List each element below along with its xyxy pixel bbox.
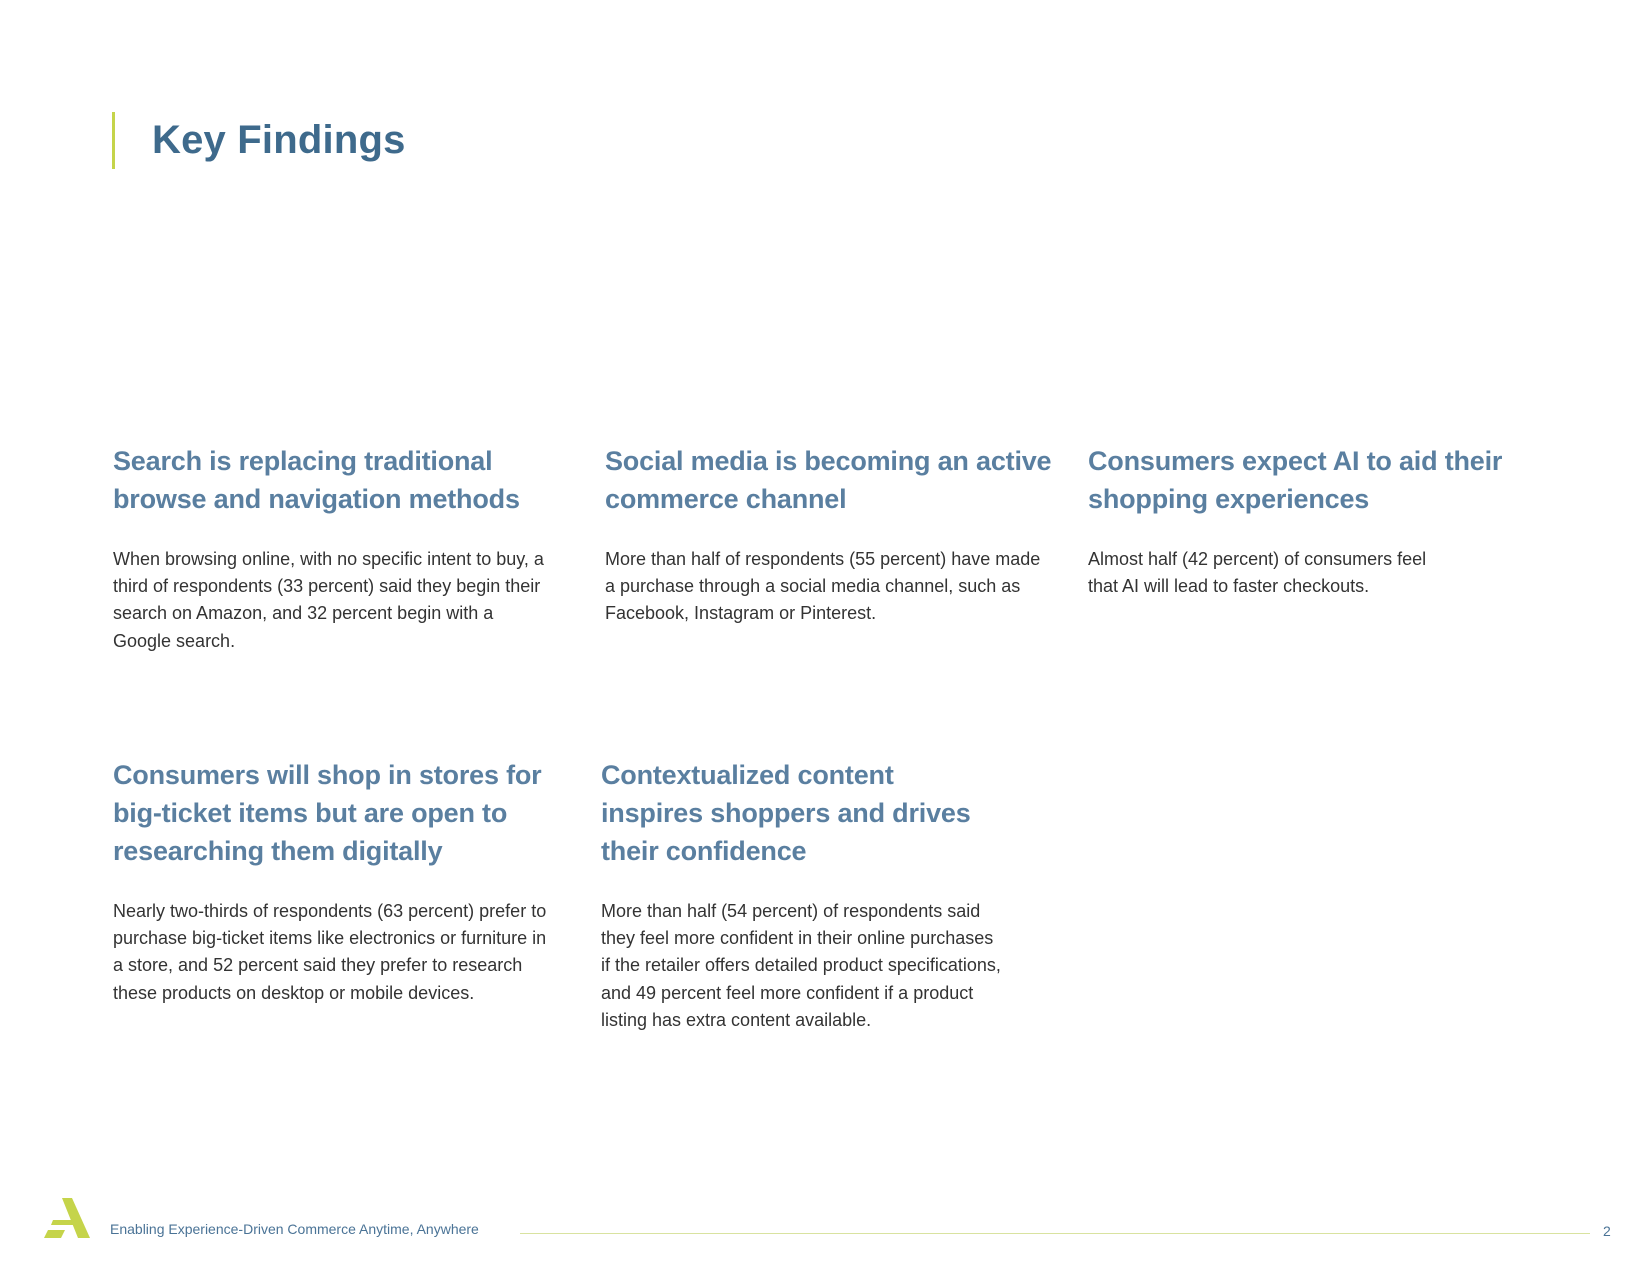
finding-body: Nearly two-thirds of respondents (63 percent) prefer to purchase big-ticket items like electronics or furniture in a store, and 52 percent said they prefer to research these products on desktop or mobile devices. xyxy=(113,901,547,1003)
finding-heading-line: researching them digitally xyxy=(113,836,443,866)
finding-heading-line: browse and navigation methods xyxy=(113,484,520,514)
footer-tagline: Enabling Experience-Driven Commerce Anytime, Anywhere xyxy=(110,1221,479,1237)
page-title: Key Findings xyxy=(152,118,406,162)
finding-body-line: that AI will lead to faster checkouts. xyxy=(1088,576,1370,597)
page-number: 2 xyxy=(1603,1223,1611,1239)
finding-heading-line: Search is replacing traditional xyxy=(113,446,493,476)
finding-heading-line: commerce channel xyxy=(605,484,847,514)
finding-heading xyxy=(1088,442,1528,518)
finding-heading-line: Consumers will shop in stores for xyxy=(113,760,542,790)
finding-ai xyxy=(1088,442,1528,600)
finding-search xyxy=(113,442,553,655)
finding-heading-line: Contextualized content xyxy=(601,760,894,790)
finding-social-media xyxy=(605,442,1055,628)
finding-heading-line: inspires shoppers and drives xyxy=(601,798,971,828)
finding-contextualized-content xyxy=(601,756,1046,1034)
finding-body-line: More than half (54 percent) of respondents said xyxy=(601,901,981,921)
finding-body-line: Almost half (42 percent) of consumers feel xyxy=(1088,549,1427,569)
finding-heading-line: shopping experiences xyxy=(1088,484,1370,514)
finding-heading xyxy=(113,756,553,870)
page-title-bar xyxy=(112,112,406,169)
finding-heading-line: their confidence xyxy=(601,836,807,866)
finding-body-line: and 49 percent feel more confident if a product xyxy=(601,982,974,1003)
finding-heading-line: Consumers expect AI to aid their xyxy=(1088,446,1503,476)
finding-body: When browsing online, with no specific intent to buy, a third of respondents (33 percent) said they begin their search on Amazon, and 32 percent begin with a Google search. xyxy=(113,549,544,651)
finding-big-ticket xyxy=(113,756,553,1007)
finding-body xyxy=(601,898,1046,1034)
finding-heading xyxy=(601,756,1046,870)
finding-body-line: listing has extra content available. xyxy=(601,1009,872,1030)
finding-heading xyxy=(605,442,1055,518)
finding-heading-line: big-ticket items but are open to xyxy=(113,798,508,828)
finding-body: More than half of respondents (55 percent) have made a purchase through a social media channel, such as Facebook, Instagram or Pinterest. xyxy=(605,549,1041,624)
finding-body xyxy=(1088,546,1528,600)
footer-divider xyxy=(520,1233,1590,1234)
brand-logo-icon xyxy=(44,1198,90,1238)
finding-heading xyxy=(113,442,553,518)
finding-body-line: if the retailer offers detailed product specifications, xyxy=(601,955,1001,976)
finding-heading-line: Social media is becoming an active xyxy=(605,446,1052,476)
finding-body-line: they feel more confident in their online purchases xyxy=(601,928,994,949)
